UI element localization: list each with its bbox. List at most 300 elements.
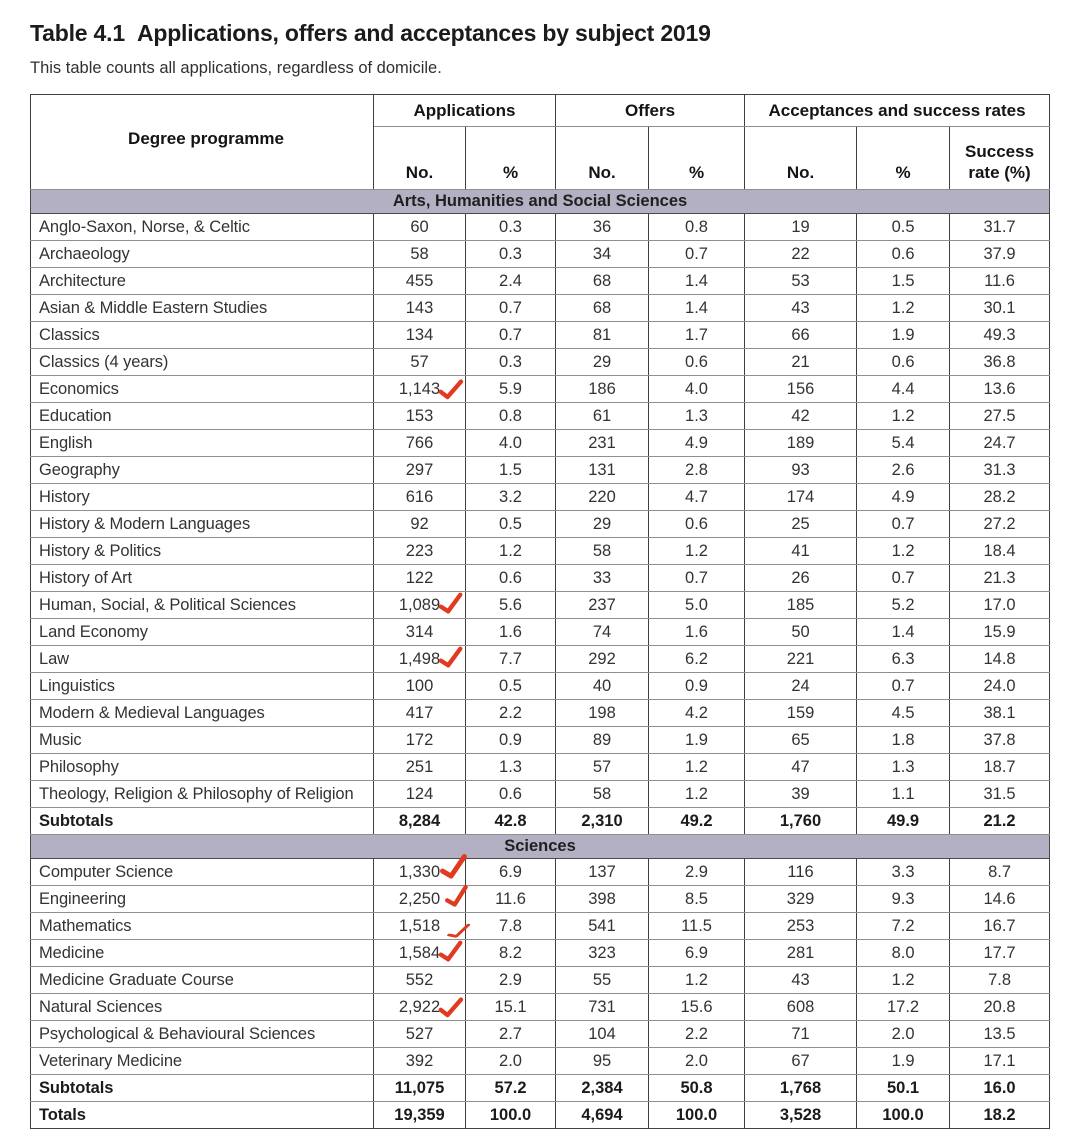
value-cell: 31.7 — [950, 214, 1050, 241]
table-row — [31, 913, 1050, 940]
value-cell: 17.2 — [857, 994, 950, 1021]
value-cell: 223 — [374, 538, 466, 565]
acceptances-no-header: No. — [745, 127, 857, 190]
value-cell: 13.5 — [950, 1021, 1050, 1048]
red-checkmark-icon — [437, 939, 466, 963]
value-cell: 74 — [556, 619, 649, 646]
programme-cell: History & Politics — [31, 538, 374, 565]
value-cell: 37.8 — [950, 727, 1050, 754]
value-cell: 43 — [745, 967, 857, 994]
red-checkmark-icon — [438, 378, 465, 400]
programme-cell: Computer Science — [31, 859, 374, 886]
value-cell: 0.7 — [857, 511, 950, 538]
section-band-row — [31, 190, 1050, 214]
value-cell: 2.4 — [466, 268, 556, 295]
value-cell: 11.6 — [466, 886, 556, 913]
value-cell: 2.6 — [857, 457, 950, 484]
value-cell: 8.0 — [857, 940, 950, 967]
applications-pct-header: % — [466, 127, 556, 190]
value-cell: 2.2 — [649, 1021, 745, 1048]
table-row — [31, 511, 1050, 538]
value-cell: 41 — [745, 538, 857, 565]
table-row — [31, 700, 1050, 727]
table-row — [31, 295, 1050, 322]
value-cell: 3.2 — [466, 484, 556, 511]
value-cell: 1.9 — [857, 322, 950, 349]
table-row — [31, 484, 1050, 511]
programme-cell: Land Economy — [31, 619, 374, 646]
table-row — [31, 268, 1050, 295]
applications-group-header: Applications — [374, 95, 556, 127]
value-cell: 28.2 — [950, 484, 1050, 511]
value-cell: 34 — [556, 241, 649, 268]
value-cell: 392 — [374, 1048, 466, 1075]
value-cell: 49.3 — [950, 322, 1050, 349]
value-cell: 15.6 — [649, 994, 745, 1021]
programme-cell: Veterinary Medicine — [31, 1048, 374, 1075]
value-cell: 2,384 — [556, 1075, 649, 1102]
value-cell: 1.2 — [857, 403, 950, 430]
value-cell: 0.7 — [466, 322, 556, 349]
programme-cell: Geography — [31, 457, 374, 484]
value-cell: 314 — [374, 619, 466, 646]
value-cell: 1,760 — [745, 808, 857, 835]
programme-cell: History of Art — [31, 565, 374, 592]
value-cell: 220 — [556, 484, 649, 511]
table-row — [31, 538, 1050, 565]
value-cell: 1.4 — [649, 295, 745, 322]
programme-cell: Human, Social, & Political Sciences — [31, 592, 374, 619]
value-cell: 24.0 — [950, 673, 1050, 700]
value-cell: 251 — [374, 754, 466, 781]
value-cell: 2.9 — [466, 967, 556, 994]
value-cell: 5.6 — [466, 592, 556, 619]
value-cell: 0.7 — [857, 565, 950, 592]
programme-cell: Medicine Graduate Course — [31, 967, 374, 994]
acceptances-group-header: Acceptances and success rates — [745, 95, 1050, 127]
value-cell: 0.9 — [466, 727, 556, 754]
value-cell: 186 — [556, 376, 649, 403]
value-cell: 2.9 — [649, 859, 745, 886]
value-cell: 5.9 — [466, 376, 556, 403]
value-cell: 16.7 — [950, 913, 1050, 940]
value-cell: 5.2 — [857, 592, 950, 619]
applications-no-header: No. — [374, 127, 466, 190]
table-row — [31, 619, 1050, 646]
value-cell: 541 — [556, 913, 649, 940]
value-cell: 66 — [745, 322, 857, 349]
value-cell: 4.2 — [649, 700, 745, 727]
value-cell: 185 — [745, 592, 857, 619]
value-cell: 174 — [745, 484, 857, 511]
value-cell: 6.9 — [466, 859, 556, 886]
table-caption: This table counts all applications, regardless of domicile. — [30, 59, 442, 77]
value-cell: 4.0 — [466, 430, 556, 457]
value-cell: 1.4 — [649, 268, 745, 295]
value-cell: 1.2 — [649, 967, 745, 994]
programme-cell: Law — [31, 646, 374, 673]
value-cell: 1.9 — [857, 1048, 950, 1075]
programme-cell: Classics (4 years) — [31, 349, 374, 376]
value-cell: 95 — [556, 1048, 649, 1075]
value-cell: 2,310 — [556, 808, 649, 835]
red-checkmark-icon — [437, 645, 466, 669]
value-cell: 198 — [556, 700, 649, 727]
value-cell: 1.7 — [649, 322, 745, 349]
value-cell: 1.2 — [857, 295, 950, 322]
value-cell: 53 — [745, 268, 857, 295]
value-cell: 1.3 — [466, 754, 556, 781]
value-cell: 417 — [374, 700, 466, 727]
value-cell: 18.4 — [950, 538, 1050, 565]
value-cell: 57.2 — [466, 1075, 556, 1102]
table-row — [31, 808, 1050, 835]
value-cell: 31.3 — [950, 457, 1050, 484]
value-cell: 4.0 — [649, 376, 745, 403]
value-cell: 0.3 — [466, 241, 556, 268]
value-cell: 4.5 — [857, 700, 950, 727]
value-cell: 18.2 — [950, 1102, 1050, 1129]
value-cell: 329 — [745, 886, 857, 913]
table-body — [31, 190, 1050, 1129]
value-cell: 1.2 — [857, 967, 950, 994]
value-cell: 0.6 — [466, 565, 556, 592]
red-checkmark-icon — [438, 996, 465, 1018]
value-cell: 2.8 — [649, 457, 745, 484]
value-cell: 17.1 — [950, 1048, 1050, 1075]
programme-cell: Mathematics — [31, 913, 374, 940]
applications-table — [30, 94, 1050, 1129]
value-cell: 1,143 — [374, 376, 466, 403]
value-cell: 159 — [745, 700, 857, 727]
value-cell: 124 — [374, 781, 466, 808]
value-cell: 1.9 — [649, 727, 745, 754]
value-cell: 1.2 — [649, 781, 745, 808]
value-cell: 81 — [556, 322, 649, 349]
table-row — [31, 967, 1050, 994]
value-cell: 6.2 — [649, 646, 745, 673]
value-cell: 1.5 — [857, 268, 950, 295]
value-cell: 297 — [374, 457, 466, 484]
table-row — [31, 994, 1050, 1021]
value-cell: 2.0 — [649, 1048, 745, 1075]
value-cell: 40 — [556, 673, 649, 700]
value-cell: 1,089 — [374, 592, 466, 619]
value-cell: 134 — [374, 322, 466, 349]
value-cell: 100.0 — [466, 1102, 556, 1129]
value-cell: 68 — [556, 268, 649, 295]
value-cell: 0.7 — [649, 241, 745, 268]
value-cell: 8.5 — [649, 886, 745, 913]
value-cell: 26 — [745, 565, 857, 592]
value-cell: 11,075 — [374, 1075, 466, 1102]
red-checkmark-icon — [437, 591, 466, 615]
value-cell: 2.0 — [857, 1021, 950, 1048]
value-cell: 455 — [374, 268, 466, 295]
programme-cell: Philosophy — [31, 754, 374, 781]
value-cell: 0.6 — [649, 349, 745, 376]
value-cell: 1.2 — [649, 538, 745, 565]
value-cell: 57 — [374, 349, 466, 376]
value-cell: 100.0 — [649, 1102, 745, 1129]
value-cell: 50 — [745, 619, 857, 646]
value-cell: 43 — [745, 295, 857, 322]
value-cell: 2,922 — [374, 994, 466, 1021]
table-row — [31, 727, 1050, 754]
table-header — [31, 95, 1050, 190]
value-cell: 0.8 — [466, 403, 556, 430]
value-cell: 21.2 — [950, 808, 1050, 835]
table-row — [31, 1075, 1050, 1102]
table-row — [31, 859, 1050, 886]
degree-programme-header: Degree programme — [31, 95, 374, 190]
value-cell: 11.6 — [950, 268, 1050, 295]
value-cell: 4.9 — [649, 430, 745, 457]
value-cell: 27.2 — [950, 511, 1050, 538]
table-row — [31, 241, 1050, 268]
value-cell: 24 — [745, 673, 857, 700]
value-cell: 93 — [745, 457, 857, 484]
programme-cell: Subtotals — [31, 808, 374, 835]
programme-cell: Totals — [31, 1102, 374, 1129]
value-cell: 58 — [556, 781, 649, 808]
programme-cell: History & Modern Languages — [31, 511, 374, 538]
value-cell: 2.0 — [466, 1048, 556, 1075]
table-row — [31, 565, 1050, 592]
value-cell: 49.9 — [857, 808, 950, 835]
value-cell: 60 — [374, 214, 466, 241]
value-cell: 131 — [556, 457, 649, 484]
section-label: Arts, Humanities and Social Sciences — [31, 190, 1050, 214]
table-row — [31, 430, 1050, 457]
value-cell: 1.6 — [649, 619, 745, 646]
value-cell: 1.6 — [466, 619, 556, 646]
value-cell: 143 — [374, 295, 466, 322]
value-cell: 25 — [745, 511, 857, 538]
table-row — [31, 457, 1050, 484]
table-number: Table 4.1 — [30, 20, 125, 46]
value-cell: 616 — [374, 484, 466, 511]
table-row — [31, 1102, 1050, 1129]
value-cell: 17.0 — [950, 592, 1050, 619]
value-cell: 237 — [556, 592, 649, 619]
table-row — [31, 646, 1050, 673]
programme-cell: Theology, Religion & Philosophy of Religion — [31, 781, 374, 808]
value-cell: 39 — [745, 781, 857, 808]
value-cell: 221 — [745, 646, 857, 673]
value-cell: 50.8 — [649, 1075, 745, 1102]
value-cell: 21.3 — [950, 565, 1050, 592]
value-cell: 11.5 — [649, 913, 745, 940]
table-row — [31, 886, 1050, 913]
value-cell: 7.8 — [466, 913, 556, 940]
offers-no-header: No. — [556, 127, 649, 190]
table-row — [31, 322, 1050, 349]
table-row — [31, 781, 1050, 808]
value-cell: 0.5 — [466, 511, 556, 538]
value-cell: 3,528 — [745, 1102, 857, 1129]
programme-cell: Archaeology — [31, 241, 374, 268]
value-cell: 9.3 — [857, 886, 950, 913]
value-cell: 58 — [374, 241, 466, 268]
value-cell: 37.9 — [950, 241, 1050, 268]
value-cell: 31.5 — [950, 781, 1050, 808]
value-cell: 2.2 — [466, 700, 556, 727]
value-cell: 100 — [374, 673, 466, 700]
value-cell: 8.7 — [950, 859, 1050, 886]
programme-cell: Medicine — [31, 940, 374, 967]
value-cell: 1.3 — [857, 754, 950, 781]
value-cell: 122 — [374, 565, 466, 592]
value-cell: 57 — [556, 754, 649, 781]
value-cell: 608 — [745, 994, 857, 1021]
value-cell: 766 — [374, 430, 466, 457]
value-cell: 68 — [556, 295, 649, 322]
value-cell: 100.0 — [857, 1102, 950, 1129]
value-cell: 22 — [745, 241, 857, 268]
value-cell: 4.4 — [857, 376, 950, 403]
value-cell: 33 — [556, 565, 649, 592]
value-cell: 2,250 — [374, 886, 466, 913]
value-cell: 398 — [556, 886, 649, 913]
value-cell: 116 — [745, 859, 857, 886]
programme-cell: Classics — [31, 322, 374, 349]
value-cell: 89 — [556, 727, 649, 754]
programme-cell: Anglo-Saxon, Norse, & Celtic — [31, 214, 374, 241]
value-cell: 27.5 — [950, 403, 1050, 430]
value-cell: 0.5 — [466, 673, 556, 700]
programme-cell: Linguistics — [31, 673, 374, 700]
value-cell: 1.8 — [857, 727, 950, 754]
value-cell: 231 — [556, 430, 649, 457]
value-cell: 0.6 — [466, 781, 556, 808]
value-cell: 8.2 — [466, 940, 556, 967]
success-rate-header: Success rate (%) — [950, 127, 1050, 190]
value-cell: 156 — [745, 376, 857, 403]
value-cell: 731 — [556, 994, 649, 1021]
value-cell: 17.7 — [950, 940, 1050, 967]
table-row — [31, 214, 1050, 241]
value-cell: 5.0 — [649, 592, 745, 619]
value-cell: 58 — [556, 538, 649, 565]
value-cell: 0.5 — [857, 214, 950, 241]
value-cell: 0.7 — [466, 295, 556, 322]
value-cell: 1,330 — [374, 859, 466, 886]
value-cell: 36.8 — [950, 349, 1050, 376]
value-cell: 281 — [745, 940, 857, 967]
acceptances-pct-header: % — [857, 127, 950, 190]
value-cell: 61 — [556, 403, 649, 430]
value-cell: 38.1 — [950, 700, 1050, 727]
value-cell: 0.6 — [649, 511, 745, 538]
value-cell: 29 — [556, 349, 649, 376]
value-cell: 1,768 — [745, 1075, 857, 1102]
table-row — [31, 940, 1050, 967]
value-cell: 15.9 — [950, 619, 1050, 646]
table-row — [31, 1048, 1050, 1075]
programme-cell: History — [31, 484, 374, 511]
programme-cell: English — [31, 430, 374, 457]
value-cell: 0.3 — [466, 214, 556, 241]
value-cell: 0.7 — [649, 565, 745, 592]
programme-cell: Natural Sciences — [31, 994, 374, 1021]
value-cell: 67 — [745, 1048, 857, 1075]
value-cell: 253 — [745, 913, 857, 940]
value-cell: 0.3 — [466, 349, 556, 376]
value-cell: 1.4 — [857, 619, 950, 646]
value-cell: 19 — [745, 214, 857, 241]
value-cell: 552 — [374, 967, 466, 994]
value-cell: 172 — [374, 727, 466, 754]
section-label: Sciences — [31, 835, 1050, 859]
value-cell: 527 — [374, 1021, 466, 1048]
offers-pct-header: % — [649, 127, 745, 190]
value-cell: 55 — [556, 967, 649, 994]
value-cell: 20.8 — [950, 994, 1050, 1021]
value-cell: 4.9 — [857, 484, 950, 511]
value-cell: 71 — [745, 1021, 857, 1048]
value-cell: 47 — [745, 754, 857, 781]
value-cell: 4,694 — [556, 1102, 649, 1129]
value-cell: 2.7 — [466, 1021, 556, 1048]
value-cell: 104 — [556, 1021, 649, 1048]
value-cell: 7.2 — [857, 913, 950, 940]
value-cell: 92 — [374, 511, 466, 538]
value-cell: 1,518 — [374, 913, 466, 940]
value-cell: 137 — [556, 859, 649, 886]
table-row — [31, 592, 1050, 619]
section-band-row — [31, 835, 1050, 859]
value-cell: 8,284 — [374, 808, 466, 835]
value-cell: 36 — [556, 214, 649, 241]
value-cell: 5.4 — [857, 430, 950, 457]
value-cell: 7.7 — [466, 646, 556, 673]
value-cell: 6.3 — [857, 646, 950, 673]
value-cell: 14.6 — [950, 886, 1050, 913]
value-cell: 42 — [745, 403, 857, 430]
value-cell: 3.3 — [857, 859, 950, 886]
value-cell: 16.0 — [950, 1075, 1050, 1102]
value-cell: 1.2 — [466, 538, 556, 565]
value-cell: 42.8 — [466, 808, 556, 835]
table-row — [31, 403, 1050, 430]
value-cell: 50.1 — [857, 1075, 950, 1102]
value-cell: 292 — [556, 646, 649, 673]
value-cell: 1.2 — [857, 538, 950, 565]
value-cell: 0.6 — [857, 349, 950, 376]
value-cell: 14.8 — [950, 646, 1050, 673]
value-cell: 15.1 — [466, 994, 556, 1021]
programme-cell: Asian & Middle Eastern Studies — [31, 295, 374, 322]
value-cell: 1.1 — [857, 781, 950, 808]
value-cell: 21 — [745, 349, 857, 376]
programme-cell: Architecture — [31, 268, 374, 295]
value-cell: 24.7 — [950, 430, 1050, 457]
programme-cell: Modern & Medieval Languages — [31, 700, 374, 727]
value-cell: 49.2 — [649, 808, 745, 835]
value-cell: 323 — [556, 940, 649, 967]
value-cell: 189 — [745, 430, 857, 457]
value-cell: 65 — [745, 727, 857, 754]
table-row — [31, 754, 1050, 781]
value-cell: 0.6 — [857, 241, 950, 268]
table-row — [31, 1021, 1050, 1048]
value-cell: 29 — [556, 511, 649, 538]
value-cell: 1.2 — [649, 754, 745, 781]
value-cell: 1,584 — [374, 940, 466, 967]
offers-group-header: Offers — [556, 95, 745, 127]
value-cell: 1.3 — [649, 403, 745, 430]
